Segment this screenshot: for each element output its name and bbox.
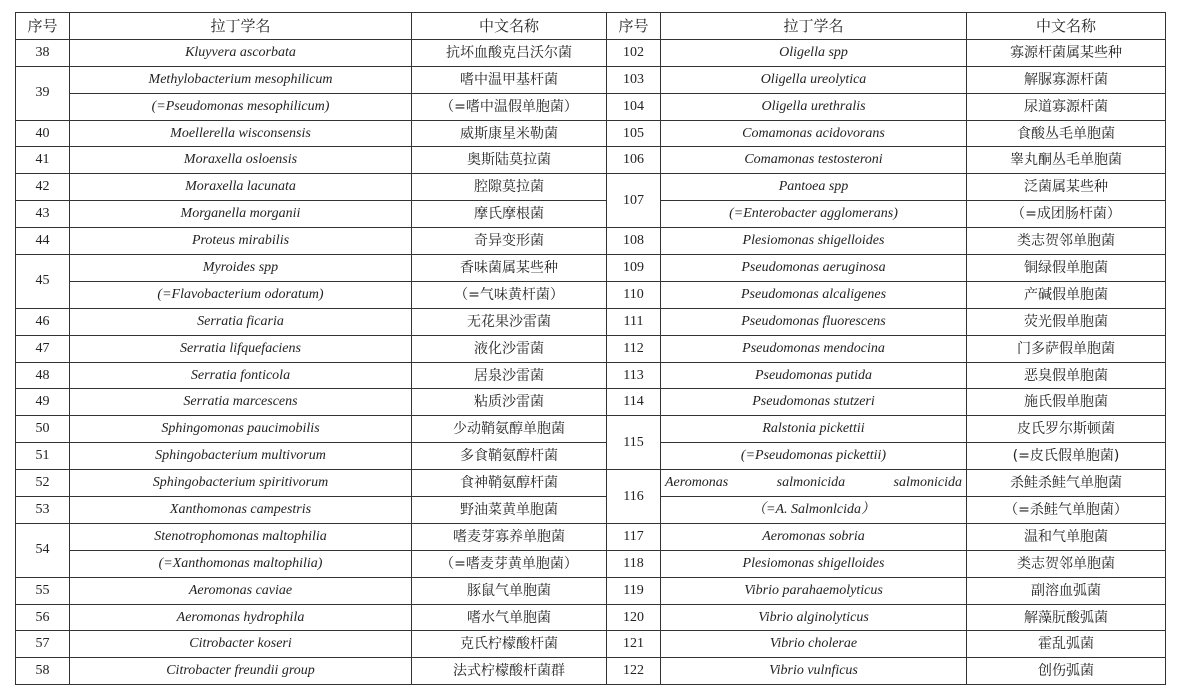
right-chinese-name-cell: 产碱假单胞菌 xyxy=(967,281,1166,308)
left-chinese-name-cell: 克氏柠檬酸杆菌 xyxy=(412,631,607,658)
right-number-cell: 121 xyxy=(607,631,661,658)
right-chinese-name-cell: (=皮氏假单胞菌) xyxy=(967,443,1166,470)
left-latin-name-cell: Serratia fonticola xyxy=(70,362,412,389)
left-latin-name-cell: Kluyvera ascorbata xyxy=(70,39,412,66)
left-latin-name-cell: (=Xanthomonas maltophilia) xyxy=(70,550,412,577)
right-chinese-name-cell: 泛菌属某些种 xyxy=(967,174,1166,201)
table-row xyxy=(16,174,1166,201)
left-chinese-name-cell: 少动鞘氨醇单胞菌 xyxy=(412,416,607,443)
left-number-cell: 55 xyxy=(16,577,70,604)
right-chinese-name-cell: 恶臭假单胞菌 xyxy=(967,362,1166,389)
right-number-cell: 110 xyxy=(607,281,661,308)
right-latin-name-cell: Oligella ureolytica xyxy=(661,66,967,93)
left-number-cell: 45 xyxy=(16,255,70,309)
left-latin-name-cell: Sphingomonas paucimobilis xyxy=(70,416,412,443)
left-chinese-name-cell: 法式柠檬酸杆菌群 xyxy=(412,658,607,685)
table-row xyxy=(16,550,1166,577)
right-latin-name-cell: Vibrio vulnficus xyxy=(661,658,967,685)
left-latin-name-cell: Morganella morganii xyxy=(70,201,412,228)
right-latin-name-cell: Aeromonas salmonicida salmonicida xyxy=(661,470,967,497)
table-row xyxy=(16,470,1166,497)
right-number-cell: 119 xyxy=(607,577,661,604)
table-row xyxy=(16,201,1166,228)
right-number-cell: 108 xyxy=(607,228,661,255)
header-right-number: 序号 xyxy=(607,13,661,40)
right-latin-name-cell: Vibrio alginolyticus xyxy=(661,604,967,631)
left-chinese-name-cell: 摩氏摩根菌 xyxy=(412,201,607,228)
table-row xyxy=(16,93,1166,120)
left-latin-name-cell: Stenotrophomonas maltophilia xyxy=(70,523,412,550)
table-row xyxy=(16,120,1166,147)
left-chinese-name-cell: 奥斯陆莫拉菌 xyxy=(412,147,607,174)
right-number-cell: 114 xyxy=(607,389,661,416)
right-chinese-name-cell: 荧光假单胞菌 xyxy=(967,308,1166,335)
left-latin-name-cell: Xanthomonas campestris xyxy=(70,497,412,524)
right-latin-name-cell: Oligella urethralis xyxy=(661,93,967,120)
table-row xyxy=(16,443,1166,470)
header-left-number: 序号 xyxy=(16,13,70,40)
table-row xyxy=(16,255,1166,282)
right-number-cell: 111 xyxy=(607,308,661,335)
right-chinese-name-cell: （=成团肠杆菌） xyxy=(967,201,1166,228)
left-chinese-name-cell: 嗜麦芽寡养单胞菌 xyxy=(412,523,607,550)
table-row xyxy=(16,658,1166,685)
right-chinese-name-cell: 睾丸酮丛毛单胞菌 xyxy=(967,147,1166,174)
right-chinese-name-cell: 杀鲑杀鲑气单胞菌 xyxy=(967,470,1166,497)
left-number-cell: 43 xyxy=(16,201,70,228)
right-latin-name-cell: Aeromonas sobria xyxy=(661,523,967,550)
left-chinese-name-cell: 野油菜黄单胞菌 xyxy=(412,497,607,524)
left-number-cell: 49 xyxy=(16,389,70,416)
right-number-cell: 105 xyxy=(607,120,661,147)
right-latin-name-cell: Plesiomonas shigelloides xyxy=(661,228,967,255)
left-number-cell: 39 xyxy=(16,66,70,120)
right-chinese-name-cell: （=杀鲑气单胞菌） xyxy=(967,497,1166,524)
right-number-cell: 107 xyxy=(607,174,661,228)
left-number-cell: 42 xyxy=(16,174,70,201)
left-latin-name-cell: Moellerella wisconsensis xyxy=(70,120,412,147)
left-number-cell: 47 xyxy=(16,335,70,362)
header-left-chinese-name: 中文名称 xyxy=(412,13,607,40)
right-chinese-name-cell: 食酸丛毛单胞菌 xyxy=(967,120,1166,147)
right-latin-name-cell: Vibrio parahaemolyticus xyxy=(661,577,967,604)
right-number-cell: 112 xyxy=(607,335,661,362)
table-row xyxy=(16,416,1166,443)
table-row xyxy=(16,497,1166,524)
header-right-chinese-name: 中文名称 xyxy=(967,13,1166,40)
left-chinese-name-cell: （=嗜中温假单胞菌） xyxy=(412,93,607,120)
right-number-cell: 106 xyxy=(607,147,661,174)
right-latin-name-cell: Pantoea spp xyxy=(661,174,967,201)
right-number-cell: 118 xyxy=(607,550,661,577)
left-chinese-name-cell: 多食鞘氨醇杆菌 xyxy=(412,443,607,470)
left-latin-name-cell: (=Pseudomonas mesophilicum) xyxy=(70,93,412,120)
left-chinese-name-cell: 腔隙莫拉菌 xyxy=(412,174,607,201)
table-row xyxy=(16,604,1166,631)
right-latin-name-cell: Ralstonia pickettii xyxy=(661,416,967,443)
right-chinese-name-cell: 施氏假单胞菌 xyxy=(967,389,1166,416)
right-latin-name-cell: Pseudomonas mendocina xyxy=(661,335,967,362)
right-number-cell: 122 xyxy=(607,658,661,685)
left-latin-name-cell: Sphingobacterium multivorum xyxy=(70,443,412,470)
left-latin-name-cell: Serratia marcescens xyxy=(70,389,412,416)
left-number-cell: 57 xyxy=(16,631,70,658)
left-chinese-name-cell: 威斯康星米勒菌 xyxy=(412,120,607,147)
left-number-cell: 51 xyxy=(16,443,70,470)
right-latin-name-cell: Oligella spp xyxy=(661,39,967,66)
table-row xyxy=(16,335,1166,362)
right-number-cell: 104 xyxy=(607,93,661,120)
table-row xyxy=(16,147,1166,174)
table-row xyxy=(16,281,1166,308)
left-latin-name-cell: Sphingobacterium spiritivorum xyxy=(70,470,412,497)
right-latin-name-cell: （=A. Salmonlcida） xyxy=(661,497,967,524)
right-chinese-name-cell: 解藻朊酸弧菌 xyxy=(967,604,1166,631)
right-number-cell: 109 xyxy=(607,255,661,282)
right-number-cell: 116 xyxy=(607,470,661,524)
right-latin-name-cell: Comamonas acidovorans xyxy=(661,120,967,147)
left-latin-name-cell: Serratia lifquefaciens xyxy=(70,335,412,362)
right-latin-name-cell: Pseudomonas stutzeri xyxy=(661,389,967,416)
right-number-cell: 103 xyxy=(607,66,661,93)
left-latin-name-cell: (=Flavobacterium odoratum) xyxy=(70,281,412,308)
right-number-cell: 113 xyxy=(607,362,661,389)
right-chinese-name-cell: 皮氏罗尔斯顿菌 xyxy=(967,416,1166,443)
left-chinese-name-cell: 无花果沙雷菌 xyxy=(412,308,607,335)
right-chinese-name-cell: 解脲寡源杆菌 xyxy=(967,66,1166,93)
right-number-cell: 117 xyxy=(607,523,661,550)
left-chinese-name-cell: 粘质沙雷菌 xyxy=(412,389,607,416)
right-latin-name-cell: (=Enterobacter agglomerans) xyxy=(661,201,967,228)
left-number-cell: 50 xyxy=(16,416,70,443)
right-chinese-name-cell: 寡源杆菌属某些种 xyxy=(967,39,1166,66)
left-number-cell: 38 xyxy=(16,39,70,66)
left-chinese-name-cell: 嗜中温甲基杆菌 xyxy=(412,66,607,93)
left-latin-name-cell: Citrobacter freundii group xyxy=(70,658,412,685)
left-number-cell: 52 xyxy=(16,470,70,497)
left-number-cell: 46 xyxy=(16,308,70,335)
left-latin-name-cell: Moraxella osloensis xyxy=(70,147,412,174)
table-row xyxy=(16,362,1166,389)
left-chinese-name-cell: 奇异变形菌 xyxy=(412,228,607,255)
right-chinese-name-cell: 尿道寡源杆菌 xyxy=(967,93,1166,120)
right-number-cell: 102 xyxy=(607,39,661,66)
left-number-cell: 54 xyxy=(16,523,70,577)
left-latin-name-cell: Myroides spp xyxy=(70,255,412,282)
right-chinese-name-cell: 门多萨假单胞菌 xyxy=(967,335,1166,362)
right-latin-name-cell: Comamonas testosteroni xyxy=(661,147,967,174)
bacteria-name-table xyxy=(15,12,1166,685)
left-chinese-name-cell: （=嗜麦芽黄单胞菌） xyxy=(412,550,607,577)
left-latin-name-cell: Moraxella lacunata xyxy=(70,174,412,201)
right-chinese-name-cell: 铜绿假单胞菌 xyxy=(967,255,1166,282)
right-latin-name-cell: Pseudomonas alcaligenes xyxy=(661,281,967,308)
right-latin-name-cell: Pseudomonas putida xyxy=(661,362,967,389)
header-left-latin-name: 拉丁学名 xyxy=(70,13,412,40)
table-row xyxy=(16,66,1166,93)
left-latin-name-cell: Aeromonas hydrophila xyxy=(70,604,412,631)
left-chinese-name-cell: 抗坏血酸克吕沃尔菌 xyxy=(412,39,607,66)
right-latin-name-cell: Pseudomonas aeruginosa xyxy=(661,255,967,282)
table-row xyxy=(16,308,1166,335)
right-latin-name-cell: Plesiomonas shigelloides xyxy=(661,550,967,577)
table-row xyxy=(16,577,1166,604)
table-row xyxy=(16,39,1166,66)
left-chinese-name-cell: 嗜水气单胞菌 xyxy=(412,604,607,631)
table-row xyxy=(16,631,1166,658)
right-chinese-name-cell: 类志贺邻单胞菌 xyxy=(967,550,1166,577)
right-latin-name-cell: Vibrio cholerae xyxy=(661,631,967,658)
right-chinese-name-cell: 温和气单胞菌 xyxy=(967,523,1166,550)
right-latin-name-cell: (=Pseudomonas pickettii) xyxy=(661,443,967,470)
table-body xyxy=(16,39,1166,684)
left-chinese-name-cell: 香味菌属某些种 xyxy=(412,255,607,282)
left-chinese-name-cell: 豚鼠气单胞菌 xyxy=(412,577,607,604)
right-chinese-name-cell: 创伤弧菌 xyxy=(967,658,1166,685)
left-chinese-name-cell: 食神鞘氨醇杆菌 xyxy=(412,470,607,497)
left-number-cell: 40 xyxy=(16,120,70,147)
right-latin-name-cell: Pseudomonas fluorescens xyxy=(661,308,967,335)
left-chinese-name-cell: 液化沙雷菌 xyxy=(412,335,607,362)
left-number-cell: 58 xyxy=(16,658,70,685)
left-latin-name-cell: Citrobacter koseri xyxy=(70,631,412,658)
left-chinese-name-cell: （=气味黄杆菌） xyxy=(412,281,607,308)
left-number-cell: 48 xyxy=(16,362,70,389)
table-row xyxy=(16,523,1166,550)
left-number-cell: 56 xyxy=(16,604,70,631)
right-chinese-name-cell: 类志贺邻单胞菌 xyxy=(967,228,1166,255)
left-number-cell: 53 xyxy=(16,497,70,524)
table-row xyxy=(16,389,1166,416)
table-row xyxy=(16,228,1166,255)
right-number-cell: 115 xyxy=(607,416,661,470)
left-number-cell: 41 xyxy=(16,147,70,174)
left-latin-name-cell: Proteus mirabilis xyxy=(70,228,412,255)
header-right-latin-name: 拉丁学名 xyxy=(661,13,967,40)
right-chinese-name-cell: 霍乱弧菌 xyxy=(967,631,1166,658)
left-chinese-name-cell: 居泉沙雷菌 xyxy=(412,362,607,389)
left-latin-name-cell: Aeromonas caviae xyxy=(70,577,412,604)
left-latin-name-cell: Serratia ficaria xyxy=(70,308,412,335)
left-latin-name-cell: Methylobacterium mesophilicum xyxy=(70,66,412,93)
table-header-row xyxy=(16,13,1166,40)
right-chinese-name-cell: 副溶血弧菌 xyxy=(967,577,1166,604)
left-number-cell: 44 xyxy=(16,228,70,255)
right-number-cell: 120 xyxy=(607,604,661,631)
